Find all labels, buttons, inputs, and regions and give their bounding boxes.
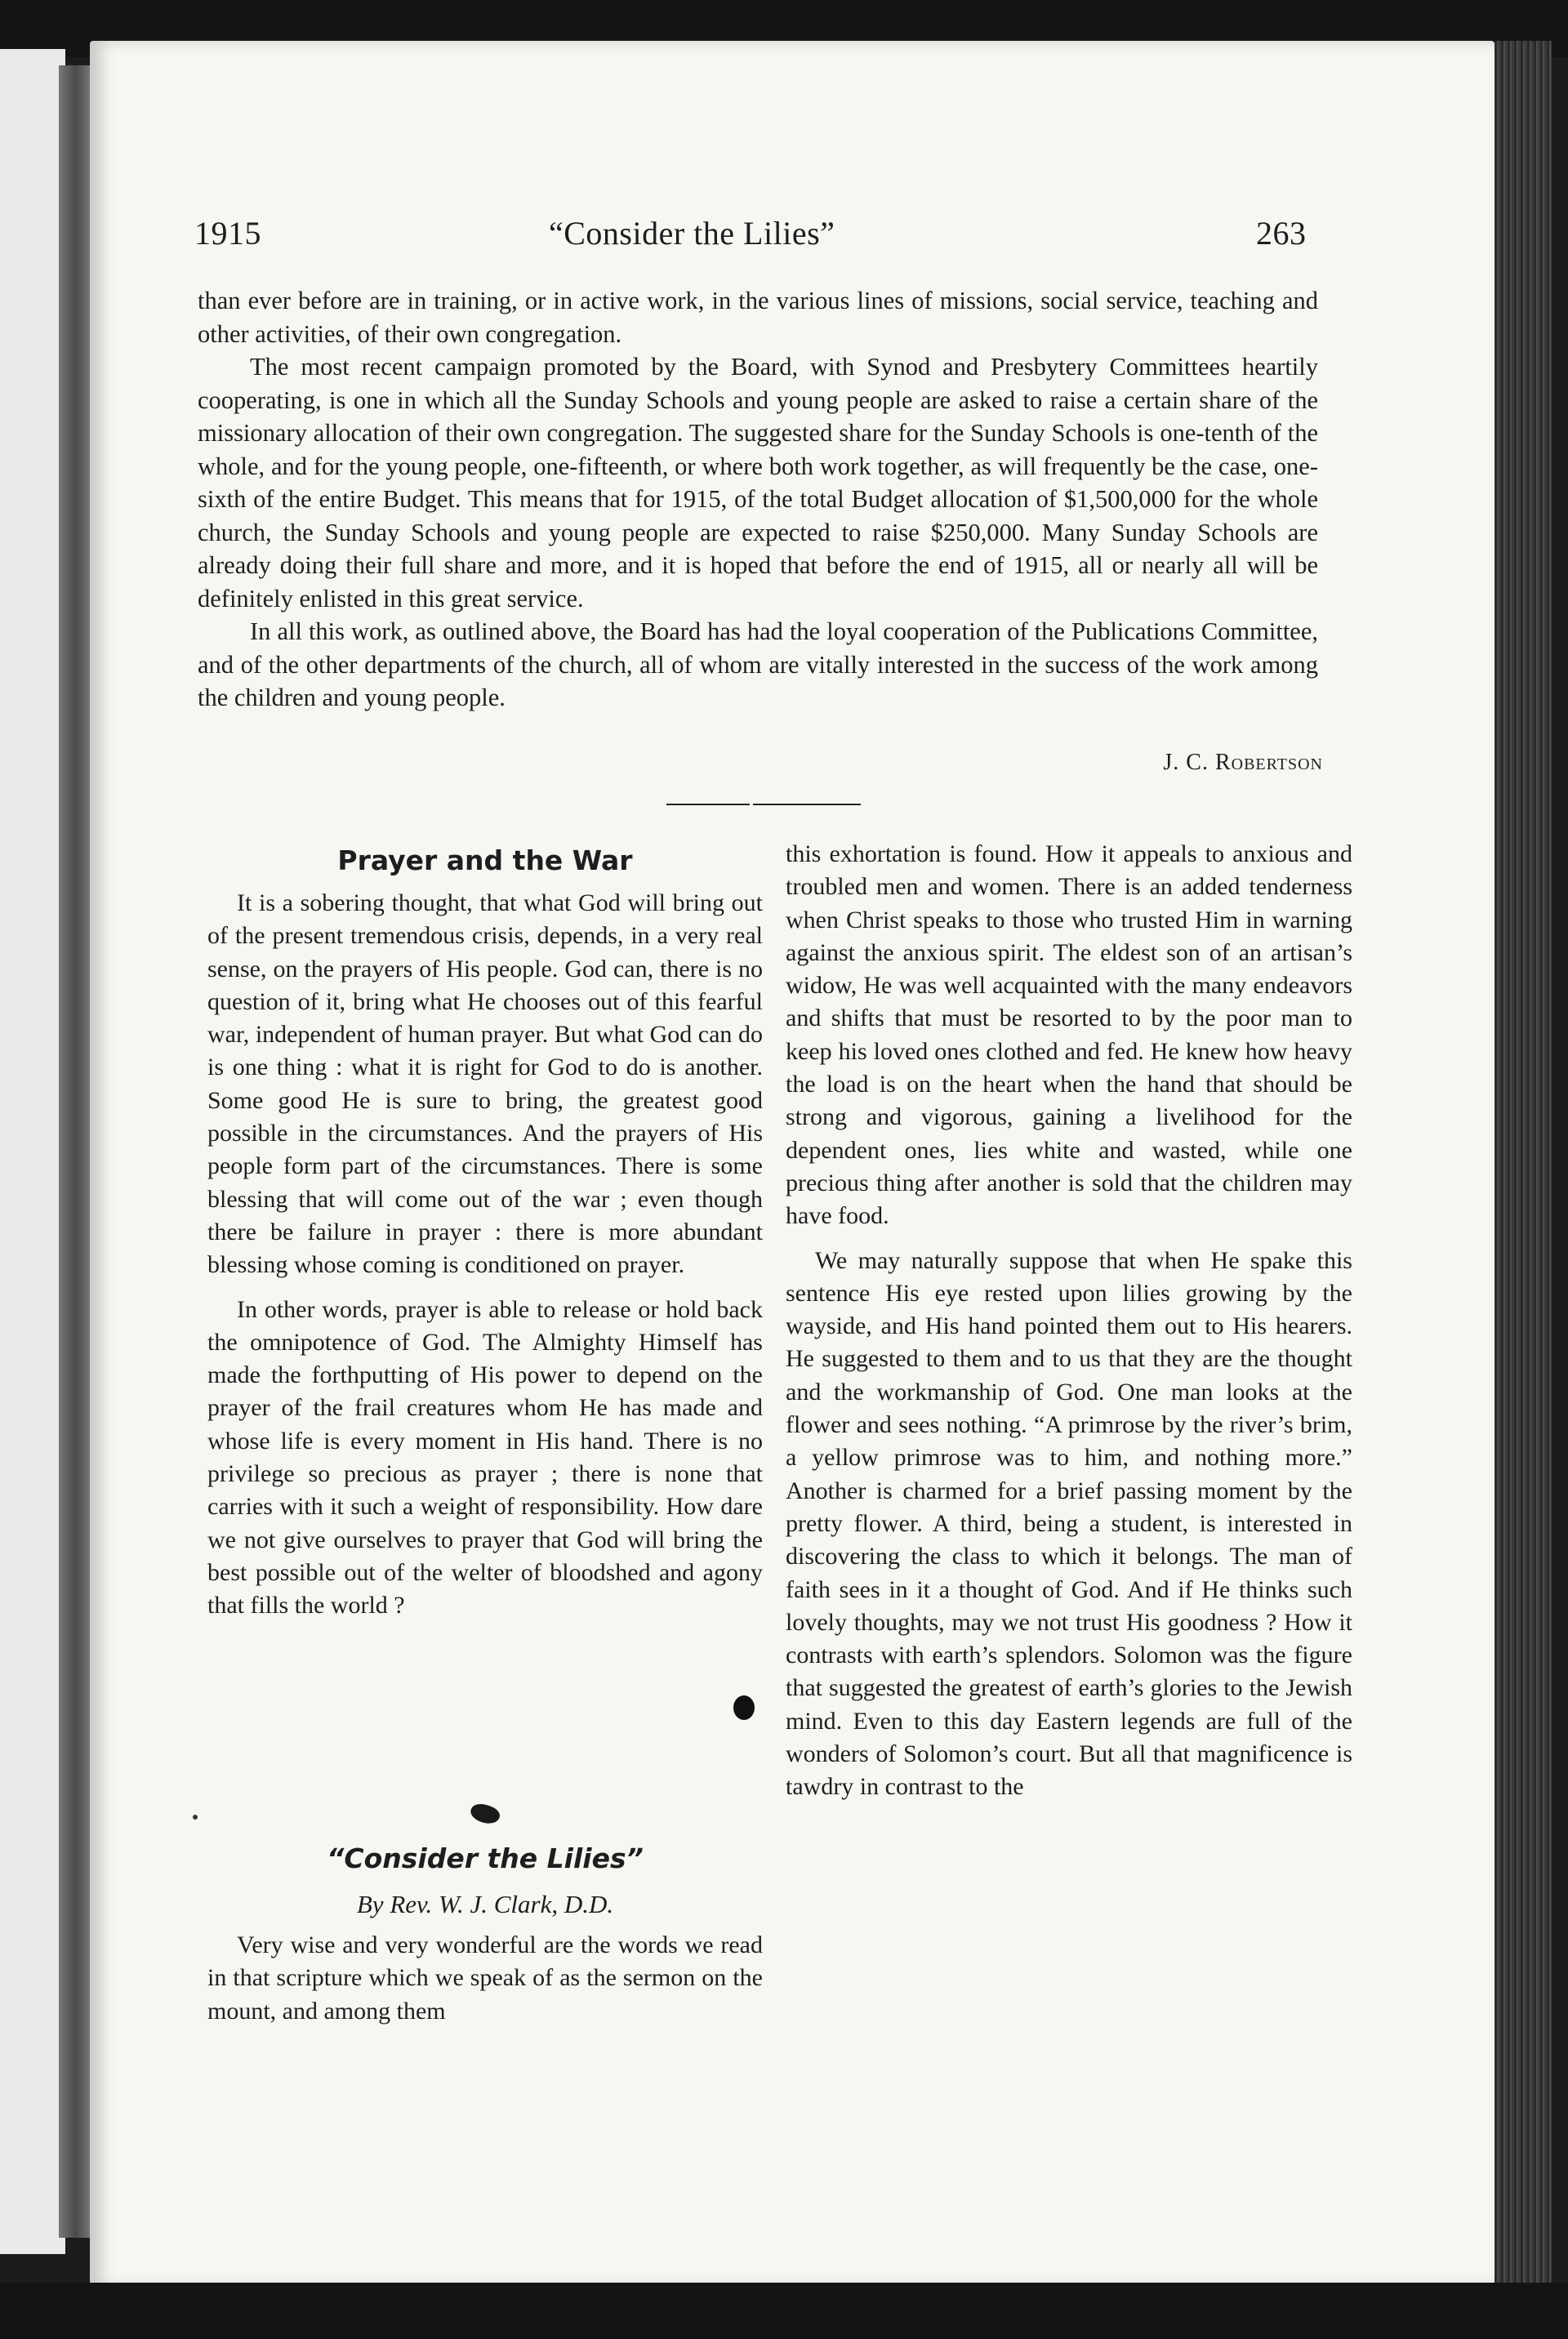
- article-byline: By Rev. W. J. Clark, D.D.: [356, 1890, 614, 1918]
- running-header-year: 1915: [194, 215, 261, 252]
- scan-bottom-border: [0, 2283, 1568, 2339]
- page-number: 263: [1256, 215, 1307, 252]
- article-heading-lilies: “Consider the Lilies”: [327, 1842, 644, 1874]
- prayer-article-body: [207, 887, 763, 1623]
- article-paragraph: this exhortation is found. How it appeals to anxious and troubled men and women. There is an added tenderness when Christ speaks to those who trusted Him in warning against the anxious spirit. The eldest son of an artisan’s widow, He was well acquainted with the many endeavors and shifts that must be resorted to by the poor man to keep his loved ones clothed and fed. He knew how heavy the load is on the heart when the hand that should be strong and vigorous, gaining a livelihood for the dependent ones, lies white and wasted, while one precious thing after another is sold that the children may have food.: [786, 840, 1352, 1230]
- article-paragraph: We may naturally suppose that when He spake this sentence His eye rested upon lilies growing by the wayside, and His hand pointed them out to His hearers. He suggested to them and to us that they are the thought and the workmanship of God. One man looks at the flower and sees nothing. “A primrose by the river’s brim, a yellow primrose was to him, and nothing more.” Another is charmed for a brief passing moment by the pretty flower. A third, being a student, is interested in discovering the class to which it belongs. The man of faith sees in it a thought of God. And if He thinks such lovely thoughts, may we not trust His goodness ? How it contrasts with earth’s splendors. Solomon was the figure that suggested the greatest of earth’s glories to the Jewish mind. Even to this day Eastern legends are full of the wonders of Solomon’s court. But all that magnificence is tawdry in contrast to the: [786, 1246, 1352, 1801]
- article-paragraph: Very wise and very wonderful are the words we read in that scripture which we speak of as the sermon on the mount, and among them: [207, 1931, 763, 2025]
- dust-speck: [193, 1815, 198, 1820]
- facing-page-edge: [0, 49, 65, 2254]
- section-divider: [666, 804, 750, 805]
- intro-section: [198, 284, 1318, 715]
- ink-blot: [733, 1695, 755, 1720]
- article-paragraph: In other words, prayer is able to release or hold back the omnipotence of God. The Almighty Himself has made the forthputting of His power to depend on the prayer of the frail creatures whom He has made and whose life is every moment in His hand. There is no privilege so precious as prayer ; there is none that carries with it such a weight of responsibility. How dare we not give ourselves to prayer that God will bring the best possible out of the welter of bloodshed and agony that fills the world ?: [207, 1295, 763, 1619]
- intro-paragraph: than ever before are in training, or in active work, in the various lines of missions, social service, teaching and other activities, of their own congregation.: [198, 287, 1318, 348]
- lilies-article-opening: [207, 1929, 763, 2028]
- lilies-article-continued: [786, 838, 1352, 1804]
- intro-paragraph: In all this work, as outlined above, the Board has had the loyal cooperation of the Publications Committee, and of the other departments of the church, all of whom are vitally interested in the success of the work among the children and young people.: [198, 617, 1318, 711]
- section-divider: [753, 804, 861, 805]
- author-signature: J. C. Robertson: [1163, 750, 1323, 775]
- intro-paragraph: The most recent campaign promoted by the Board, with Synod and Presbytery Committees heartily cooperating, is one in which all the Sunday Schools and young people are asked to raise a certain share of the missionary allocation of their own congregation. The suggested share for the Sunday Schools is one-tenth of the whole, and for the young people, one-fifteenth, or where both work together, as will frequently be the case, one-sixth of the entire Budget. This means that for 1915, of the total Budget allocation of $1,500,000 for the whole church, the Sunday Schools and young people are expected to raise $250,000. Many Sunday Schools are already doing their full share and more, and it is hoped that before the end of 1915, all or nearly all will be definitely enlisted in this great service.: [198, 353, 1318, 613]
- article-paragraph: It is a sobering thought, that what God will bring out of the present tremendous crisis, depends, in a very real sense, on the prayers of His people. God can, there is no question of it, bring what He chooses out of this fearful war, independent of human prayer. But what God can do is one thing : what it is right for God to do is another. Some good He is sure to bring, the greatest good possible in the circumstances. And the prayers of His people form part of the circumstances. There is some blessing that will come out of the war ; even though there be failure in prayer : there is more abundant blessing whose coming is conditioned on prayer.: [207, 889, 763, 1279]
- page-stack-edges: [1494, 41, 1552, 2295]
- running-header-title: “Consider the Lilies”: [549, 215, 835, 252]
- article-heading-prayer: Prayer and the War: [337, 844, 633, 876]
